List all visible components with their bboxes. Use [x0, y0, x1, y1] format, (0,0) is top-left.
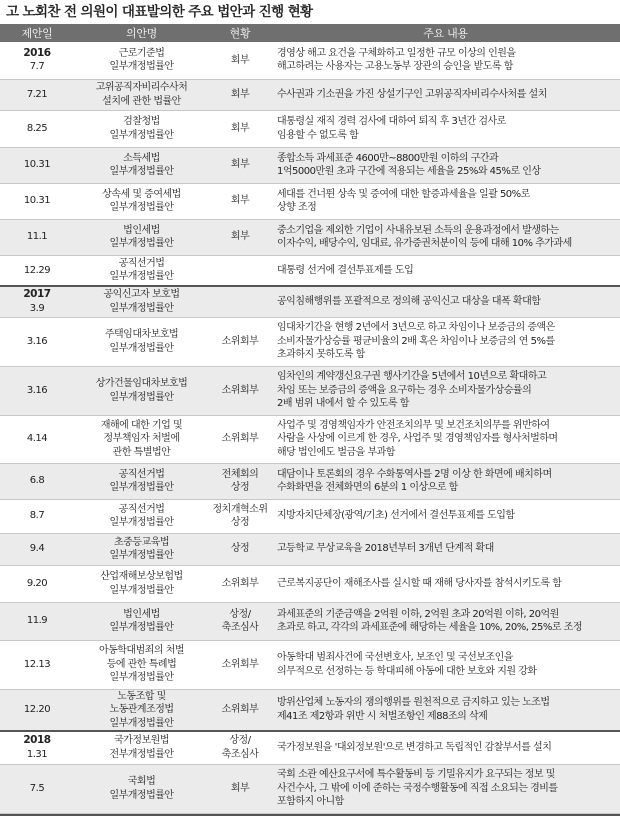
table-row [0, 602, 620, 640]
header-bill-name: 의안명 [74, 24, 209, 42]
cell-content: 공익침해행위를 포괄적으로 정의해 공익신고 대상을 대폭 확대함 [271, 286, 620, 317]
cell-date-text: 12.29 [23, 264, 51, 276]
cell-bill-name: 소득세법 일부개정법률안 [74, 147, 209, 183]
table-row [0, 147, 620, 183]
cell-content: 수사권과 기소권을 가진 상설기구인 고위공직자비리수사처를 설치 [271, 79, 620, 110]
cell-content: 대통령 선거에 결선투표제를 도입 [271, 255, 620, 286]
table-row [0, 415, 620, 463]
cell-bill-name: 아동학대범죄의 처벌 등에 관한 특례법 일부개정법률안 [74, 640, 209, 689]
cell-content: 사업주 및 경영책임자가 안전조치의무 및 보건조치의무를 위반하여 사람을 사상에 이르게 한 경우, 사업주 및 경영책임자를 형사처벌하며 해당 법인에도 벌금을 부과함 [271, 415, 620, 463]
cell-content: 방위산업체 노동자의 쟁의행위를 원천적으로 금지하고 있는 노조법 제41조 제2항과 위반 시 처벌조항인 제88조의 삭제 [271, 689, 620, 731]
cell-date-text: 10.31 [23, 159, 51, 171]
cell-bill-name: 공직선거법 일부개정법률안 [74, 463, 209, 499]
table-row [0, 463, 620, 499]
table-row [0, 219, 620, 255]
cell-date-text: 11.9 [26, 615, 48, 627]
cell-date [0, 219, 74, 255]
cell-date [0, 415, 74, 463]
cell-date-text: 9.4 [29, 543, 45, 555]
cell-bill-name: 초중등교육법 일부개정법률안 [74, 533, 209, 565]
cell-date-text: 3.9 [29, 302, 45, 314]
cell-bill-name: 상속세 및 증여세법 일부개정법률안 [74, 183, 209, 219]
cell-status: 전체회의 상정 [209, 463, 271, 499]
cell-content: 고등학교 무상교육을 2018년부터 3개년 단계적 확대 [271, 533, 620, 565]
header-status: 현황 [209, 24, 271, 42]
cell-bill-name: 국회법 일부개정법률안 [74, 764, 209, 813]
cell-content: 과세표준의 기준금액을 2억원 이하, 2억원 초과 20억원 이하, 20억원 초과로 하고, 각각의 과세표준에 해당하는 세율을 10%, 20%, 25%로 조정 [271, 602, 620, 640]
cell-date [0, 565, 74, 602]
cell-bill-name: 법인세법 일부개정법률안 [74, 602, 209, 640]
cell-date-text: 12.13 [23, 658, 51, 670]
table-row [0, 110, 620, 147]
cell-year: 2016 [23, 46, 51, 59]
cell-status: 회부 [209, 764, 271, 813]
cell-content: 중소기업을 제외한 기업이 사내유보된 소득의 운용과정에서 발생하는 이자수익, 배당수익, 임대료, 유가증권처분이익 등에 대해 10% 추가과세 [271, 219, 620, 255]
cell-date-text: 8.25 [26, 122, 48, 134]
cell-status: 소위회부 [209, 415, 271, 463]
cell-status: 회부 [209, 147, 271, 183]
table-header-row [0, 24, 620, 42]
cell-date-text: 1.31 [26, 748, 48, 760]
cell-bill-name: 근로기준법 일부개정법률안 [74, 42, 209, 79]
cell-date [0, 79, 74, 110]
cell-date [0, 255, 74, 286]
cell-status: 회부 [209, 110, 271, 147]
cell-date [0, 110, 74, 147]
cell-bill-name: 노동조합 및 노동관계조정법 일부개정법률안 [74, 689, 209, 731]
cell-status: 소위회부 [209, 565, 271, 602]
cell-bill-name: 국가정보원법 전부개정법률안 [74, 731, 209, 764]
cell-year: 2018 [23, 734, 51, 747]
cell-content: 임차인의 계약갱신요구권 행사기간을 5년에서 10년으로 확대하고 차임 또는 보증금의 증액을 요구하는 경우 소비자물가상승률의 2배 범위 내에서 할 수 있도록 함 [271, 366, 620, 415]
cell-bill-name: 주택임대차보호법 일부개정법률안 [74, 317, 209, 366]
cell-date [0, 183, 74, 219]
table-row [0, 533, 620, 565]
cell-date [0, 689, 74, 731]
cell-bill-name: 재해에 대한 기업 및 정부책임자 처벌에 관한 특별법안 [74, 415, 209, 463]
bill-table [0, 24, 620, 814]
table-row [0, 640, 620, 689]
table-row [0, 79, 620, 110]
cell-status: 회부 [209, 183, 271, 219]
cell-status: 상정 [209, 533, 271, 565]
cell-content: 근로복지공단이 재해조사를 실시할 때 재해 당사자를 참석시키도록 함 [271, 565, 620, 602]
cell-date-text: 11.1 [26, 231, 48, 243]
table-row [0, 42, 620, 79]
cell-content: 아동학대 범죄사건에 국선변호사, 보조인 및 국선보조인을 의무적으로 선정하는 등 학대피해 아동에 대한 보호와 지원 강화 [271, 640, 620, 689]
cell-content: 국회 소관 예산요구서에 특수활동비 등 기밀유지가 요구되는 정보 및 사건수사, 그 밖에 이에 준하는 국정수행활동에 직접 소요되는 경비를 포함하지 아니함 [271, 764, 620, 813]
cell-date-text: 7.21 [26, 88, 48, 100]
header-content: 주요 내용 [271, 24, 620, 42]
cell-date-text: 6.8 [29, 475, 45, 487]
cell-status: 회부 [209, 42, 271, 79]
cell-content: 국가정보원을 '대외정보원'으로 변경하고 독립적인 감찰부서를 설치 [271, 731, 620, 764]
cell-date [0, 366, 74, 415]
cell-date-text: 7.7 [29, 61, 45, 73]
cell-status: 상정/ 축조심사 [209, 731, 271, 764]
table-row [0, 317, 620, 366]
cell-status: 소위회부 [209, 640, 271, 689]
cell-content: 경영상 해고 요건을 구체화하고 일정한 규모 이상의 인원을 해고하려는 사용자는 고용노동부 장관의 승인을 받도록 함 [271, 42, 620, 79]
cell-date [0, 731, 74, 764]
cell-bill-name: 공직선거법 일부개정법률안 [74, 255, 209, 286]
cell-content: 지방자치단체장(광역/기초) 선거에서 결선투표제를 도입함 [271, 499, 620, 533]
header-date: 제안일 [0, 24, 74, 42]
cell-content: 세대를 건너뛴 상속 및 증여에 대한 할증과세율을 일괄 50%로 상향 조정 [271, 183, 620, 219]
cell-bill-name: 산업재해보상보험법 일부개정법률안 [74, 565, 209, 602]
cell-date-text: 3.16 [26, 335, 48, 347]
cell-date [0, 764, 74, 813]
table-row [0, 183, 620, 219]
page-title: 고 노회찬 전 의원이 대표발의한 주요 법안과 진행 현황 [6, 4, 313, 20]
cell-date [0, 286, 74, 317]
cell-date [0, 602, 74, 640]
table-row [0, 689, 620, 731]
cell-date [0, 317, 74, 366]
table-bottom-rule [0, 814, 620, 816]
table-row [0, 255, 620, 286]
table-row [0, 499, 620, 533]
cell-status: 회부 [209, 79, 271, 110]
cell-content: 종합소득 과세표준 4600만~8800만원 이하의 구간과 1억5000만원 초과 구간에 적용되는 세율을 25%와 45%로 인상 [271, 147, 620, 183]
cell-content: 대담이나 토론회의 경우 수화통역사를 2명 이상 한 화면에 배치하며 수화화면을 전체화면의 6분의 1 이상으로 함 [271, 463, 620, 499]
cell-date-text: 10.31 [23, 195, 51, 207]
cell-date-text: 4.14 [26, 433, 48, 445]
cell-date [0, 499, 74, 533]
cell-bill-name: 상가건물임대차보호법 일부개정법률안 [74, 366, 209, 415]
cell-status: 상정/ 축조심사 [209, 602, 271, 640]
cell-year: 2017 [23, 288, 51, 301]
cell-bill-name: 검찰청법 일부개정법률안 [74, 110, 209, 147]
table-row [0, 565, 620, 602]
cell-bill-name: 법인세법 일부개정법률안 [74, 219, 209, 255]
cell-status: 소위회부 [209, 366, 271, 415]
cell-bill-name: 공직선거법 일부개정법률안 [74, 499, 209, 533]
cell-date-text: 7.5 [29, 782, 45, 794]
cell-bill-name: 공익신고자 보호법 일부개정법률안 [74, 286, 209, 317]
cell-date [0, 147, 74, 183]
table-row [0, 286, 620, 317]
cell-date [0, 533, 74, 565]
cell-date-text: 8.7 [29, 510, 45, 522]
table-row [0, 731, 620, 764]
cell-content: 임대차기간을 현행 2년에서 3년으로 하고 차임이나 보증금의 증액은 소비자물가상승률 평균비율의 2배 혹은 차임이나 보증금의 연 5%를 초과하지 못하도록 함 [271, 317, 620, 366]
cell-bill-name: 고위공직자비리수사처 설치에 관한 법률안 [74, 79, 209, 110]
cell-date [0, 463, 74, 499]
cell-status [209, 255, 271, 286]
cell-status: 회부 [209, 219, 271, 255]
cell-status: 소위회부 [209, 317, 271, 366]
cell-status: 정치개혁소위 상정 [209, 499, 271, 533]
cell-date-text: 3.16 [26, 384, 48, 396]
cell-content: 대통령실 재직 경력 검사에 대하여 퇴직 후 3년간 검사로 임용할 수 없도록 함 [271, 110, 620, 147]
cell-date [0, 640, 74, 689]
cell-date-text: 9.20 [26, 577, 48, 589]
table-row [0, 764, 620, 813]
table-row [0, 366, 620, 415]
table-body [0, 42, 620, 813]
cell-date [0, 42, 74, 79]
cell-status [209, 286, 271, 317]
cell-date-text: 12.20 [23, 704, 51, 715]
cell-status: 소위회부 [209, 689, 271, 731]
